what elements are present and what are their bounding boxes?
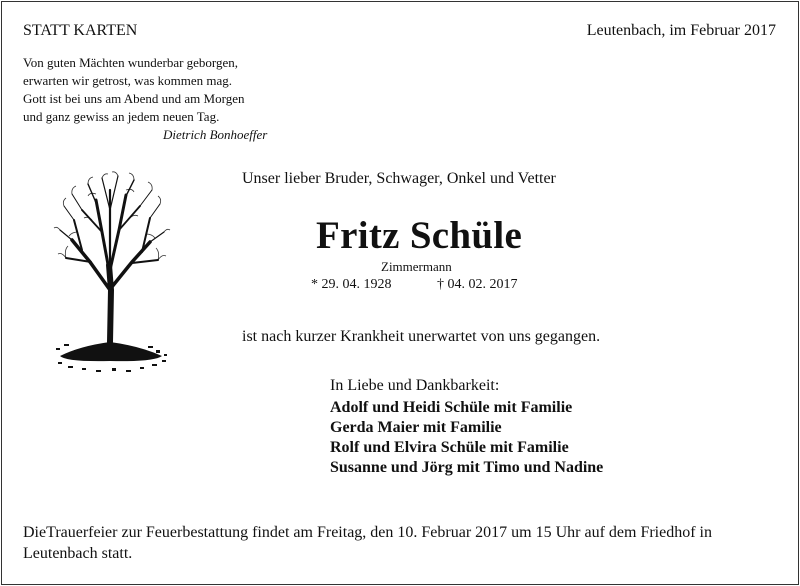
poem-line: und ganz gewiss an jedem neuen Tag. [23, 109, 220, 124]
mourners-heading: In Liebe und Dankbarkeit: [330, 377, 500, 394]
birth-date: * 29. 04. 1928 [311, 277, 392, 292]
header-left: STATT KARTEN [23, 22, 138, 39]
deceased-name: Fritz Schüle [316, 214, 523, 257]
family-line: Gerda Maier mit Familie [330, 419, 502, 436]
poem [23, 54, 267, 144]
occupation: Zimmermann [381, 259, 452, 274]
family-line: Adolf und Heidi Schüle mit Familie [330, 399, 573, 416]
poem-line: erwarten wir getrost, was kommen mag. [23, 73, 233, 88]
poem-line: Von guten Mächten wunderbar geborgen, [23, 55, 239, 70]
funeral-info: DieTrauerfeier zur Feuerbestattung findet am Freitag, den 10. Februar 2017 um 15 Uhr auf dem Friedhof in Leutenbach statt. [23, 524, 712, 562]
poem-author: Dietrich Bonhoeffer [163, 127, 268, 142]
intro-text: Unser lieber Bruder, Schwager, Onkel und Vetter [242, 170, 556, 187]
family-line: Susanne und Jörg mit Timo und Nadine [330, 459, 604, 476]
death-date: † 04. 02. 2017 [437, 277, 518, 292]
family-line: Rolf und Elvira Schüle mit Familie [330, 439, 569, 456]
mourners-block [330, 376, 603, 478]
tree-icon [52, 170, 172, 375]
header-date: Leutenbach, im Februar 2017 [586, 22, 776, 39]
poem-line: Gott ist bei uns am Abend und am Morgen [23, 91, 245, 106]
passing-text: ist nach kurzer Krankheit unerwartet von uns gegangen. [242, 328, 601, 345]
